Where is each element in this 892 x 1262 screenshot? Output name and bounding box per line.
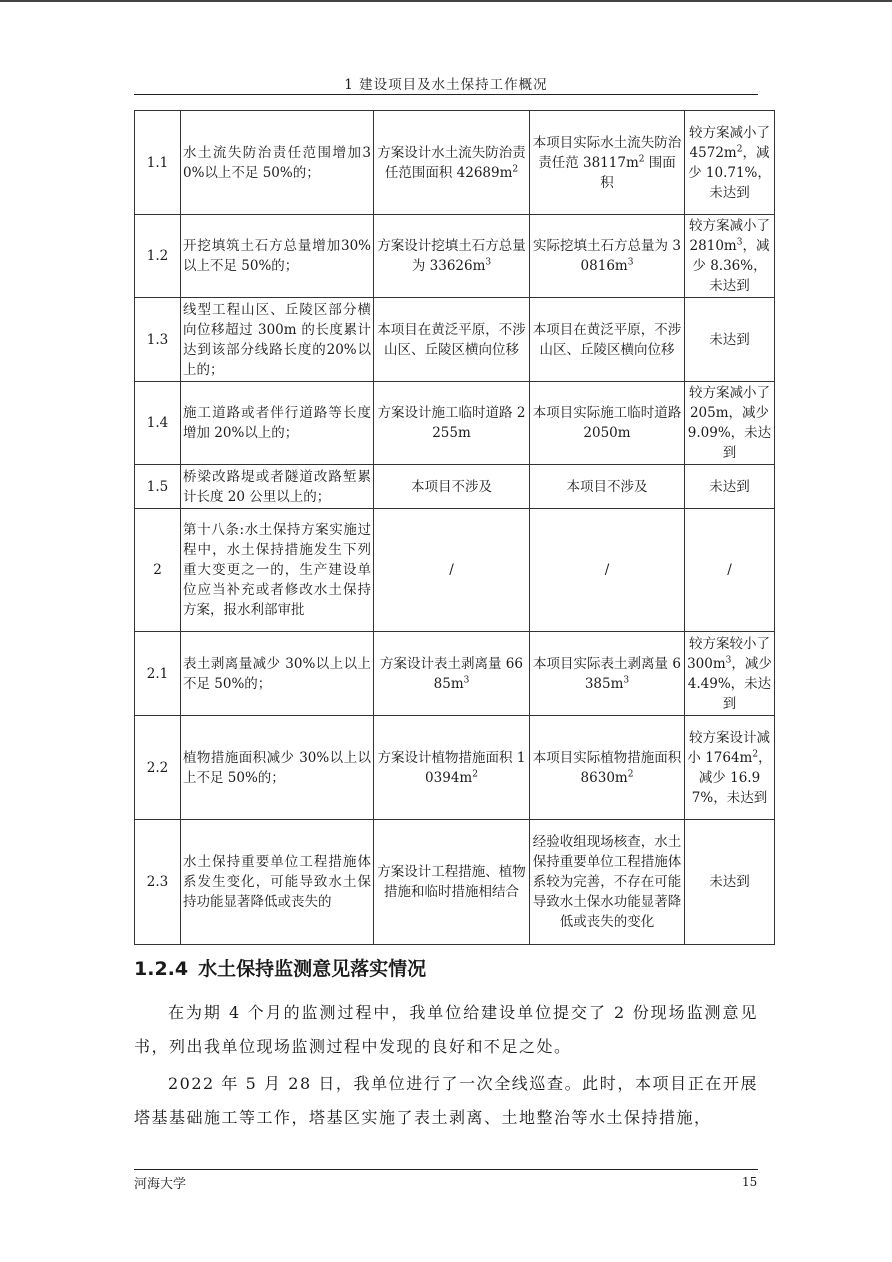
plan-cell: 方案设计挖填土石方总量为 $33626m^3$ xyxy=(374,215,530,298)
table-row xyxy=(135,465,775,509)
body-paragraph: 2022 年 5 月 28 日，我单位进行了一次全线巡查。此时，本项目正在开展塔基基础施工等工作，塔基区实施了表土剥离、土地整治等水土保持措施， xyxy=(134,1074,758,1127)
conclusion-cell: 未达到 xyxy=(685,465,775,509)
criterion-cell: 桥梁改路堤或者隧道改路堑累计长度 20 公里以上的； xyxy=(181,465,374,509)
conclusion-cell: 较方案设计减小 $1764m^2$，减少 16.97%，未达到 xyxy=(685,716,775,820)
conclusion-cell: 未达到 xyxy=(685,298,775,382)
section-number: 1.2.4 xyxy=(134,958,189,980)
criterion-cell: 施工道路或者伴行道路等长度增加 20%以上的； xyxy=(181,382,374,465)
row-number: 1.1 xyxy=(135,111,181,215)
compliance-table xyxy=(134,110,775,945)
page-number: 15 xyxy=(742,1175,758,1189)
table-row xyxy=(135,509,775,632)
table-row xyxy=(135,820,775,945)
plan-cell: 方案设计植物措施面积 $10394m^2$ xyxy=(374,716,530,820)
actual-cell: 本项目实际植物措施面积 $8630m^2$ xyxy=(530,716,685,820)
row-number: 1.3 xyxy=(135,298,181,382)
row-number: 1.4 xyxy=(135,382,181,465)
criterion-cell: 水土保持重要单位工程措施体系发生变化，可能导致水土保持功能显著降低或丧失的 xyxy=(181,820,374,945)
conclusion-cell: 较方案减小了 $4572m^2$，减少 10.71%，未达到 xyxy=(685,111,775,215)
actual-cell: 本项目实际施工临时道路 2050m xyxy=(530,382,685,465)
actual-cell: 本项目在黄泛平原，不涉山区、丘陵区横向位移 xyxy=(530,298,685,382)
actual-cell: 实际挖填土石方总量为 $30816m^3$ xyxy=(530,215,685,298)
footer-rule xyxy=(134,1169,758,1170)
plan-cell: 方案设计表土剥离量 $6685m^3$ xyxy=(374,632,530,716)
plan-cell: 方案设计水土流失防治责任范围面积 $42689m^2$ xyxy=(374,111,530,215)
table-row xyxy=(135,716,775,820)
header-rule xyxy=(134,94,758,95)
table-row xyxy=(135,111,775,215)
section-title: 水土保持监测意见落实情况 xyxy=(198,958,427,980)
table-row xyxy=(135,215,775,298)
table-row xyxy=(135,298,775,382)
footer-institution: 河海大学 xyxy=(134,1177,187,1192)
table-row xyxy=(135,382,775,465)
table-row xyxy=(135,632,775,716)
plan-cell: 方案设计施工临时道路 2255m xyxy=(374,382,530,465)
actual-cell: 经验收组现场核查，水土保持重要单位工程措施体系较为完善，不存在可能导致水土保水功能显著降低或丧失的变化 xyxy=(530,820,685,945)
criterion-cell: 第十八条:水土保持方案实施过程中，水土保持措施发生下列重大变更之一的，生产建设单位应当补充或者修改水土保持方案，报水利部审批 xyxy=(181,509,374,632)
conclusion-cell: 较方案减小了 205m，减少 9.09%，未达到 xyxy=(685,382,775,465)
row-number: 2.1 xyxy=(135,632,181,716)
running-header: 1 建设项目及水土保持工作概况 xyxy=(344,77,548,93)
actual-cell: 本项目不涉及 xyxy=(530,465,685,509)
criterion-cell: 水土流失防治责任范围增加30%以上不足 50%的； xyxy=(181,111,374,215)
conclusion-cell: 较方案减小了 $2810m^3$，减少 8.36%，未达到 xyxy=(685,215,775,298)
conclusion-cell: 较方案较小了 $300m^3$，减少 4.49%，未达到 xyxy=(685,632,775,716)
actual-cell: 本项目实际表土剥离量 $6385m^3$ xyxy=(530,632,685,716)
body-paragraph: 在为期 4 个月的监测过程中，我单位给建设单位提交了 2 份现场监测意见书，列出我单位现场监测过程中发现的良好和不足之处。 xyxy=(134,1003,758,1056)
section-heading xyxy=(134,954,426,981)
actual-cell: 本项目实际水土流失防治责任范 $38117m^2$ 围面积 xyxy=(530,111,685,215)
conclusion-cell: 未达到 xyxy=(685,820,775,945)
row-number: 2.2 xyxy=(135,716,181,820)
page-top-border xyxy=(0,0,892,2)
row-number: 1.2 xyxy=(135,215,181,298)
conclusion-cell: / xyxy=(685,509,775,632)
row-number: 2 xyxy=(135,509,181,632)
row-number: 1.5 xyxy=(135,465,181,509)
plan-cell: 方案设计工程措施、植物措施和临时措施相结合 xyxy=(374,820,530,945)
criterion-cell: 线型工程山区、丘陵区部分横向位移超过 300m 的长度累计达到该部分线路长度的20%以上的； xyxy=(181,298,374,382)
criterion-cell: 表土剥离量减少 30%以上以上不足 50%的； xyxy=(181,632,374,716)
plan-cell: / xyxy=(374,509,530,632)
plan-cell: 本项目不涉及 xyxy=(374,465,530,509)
criterion-cell: 植物措施面积减少 30%以上以上不足 50%的； xyxy=(181,716,374,820)
actual-cell: / xyxy=(530,509,685,632)
row-number: 2.3 xyxy=(135,820,181,945)
plan-cell: 本项目在黄泛平原，不涉山区、丘陵区横向位移 xyxy=(374,298,530,382)
criterion-cell: 开挖填筑土石方总量增加30%以上不足 50%的； xyxy=(181,215,374,298)
